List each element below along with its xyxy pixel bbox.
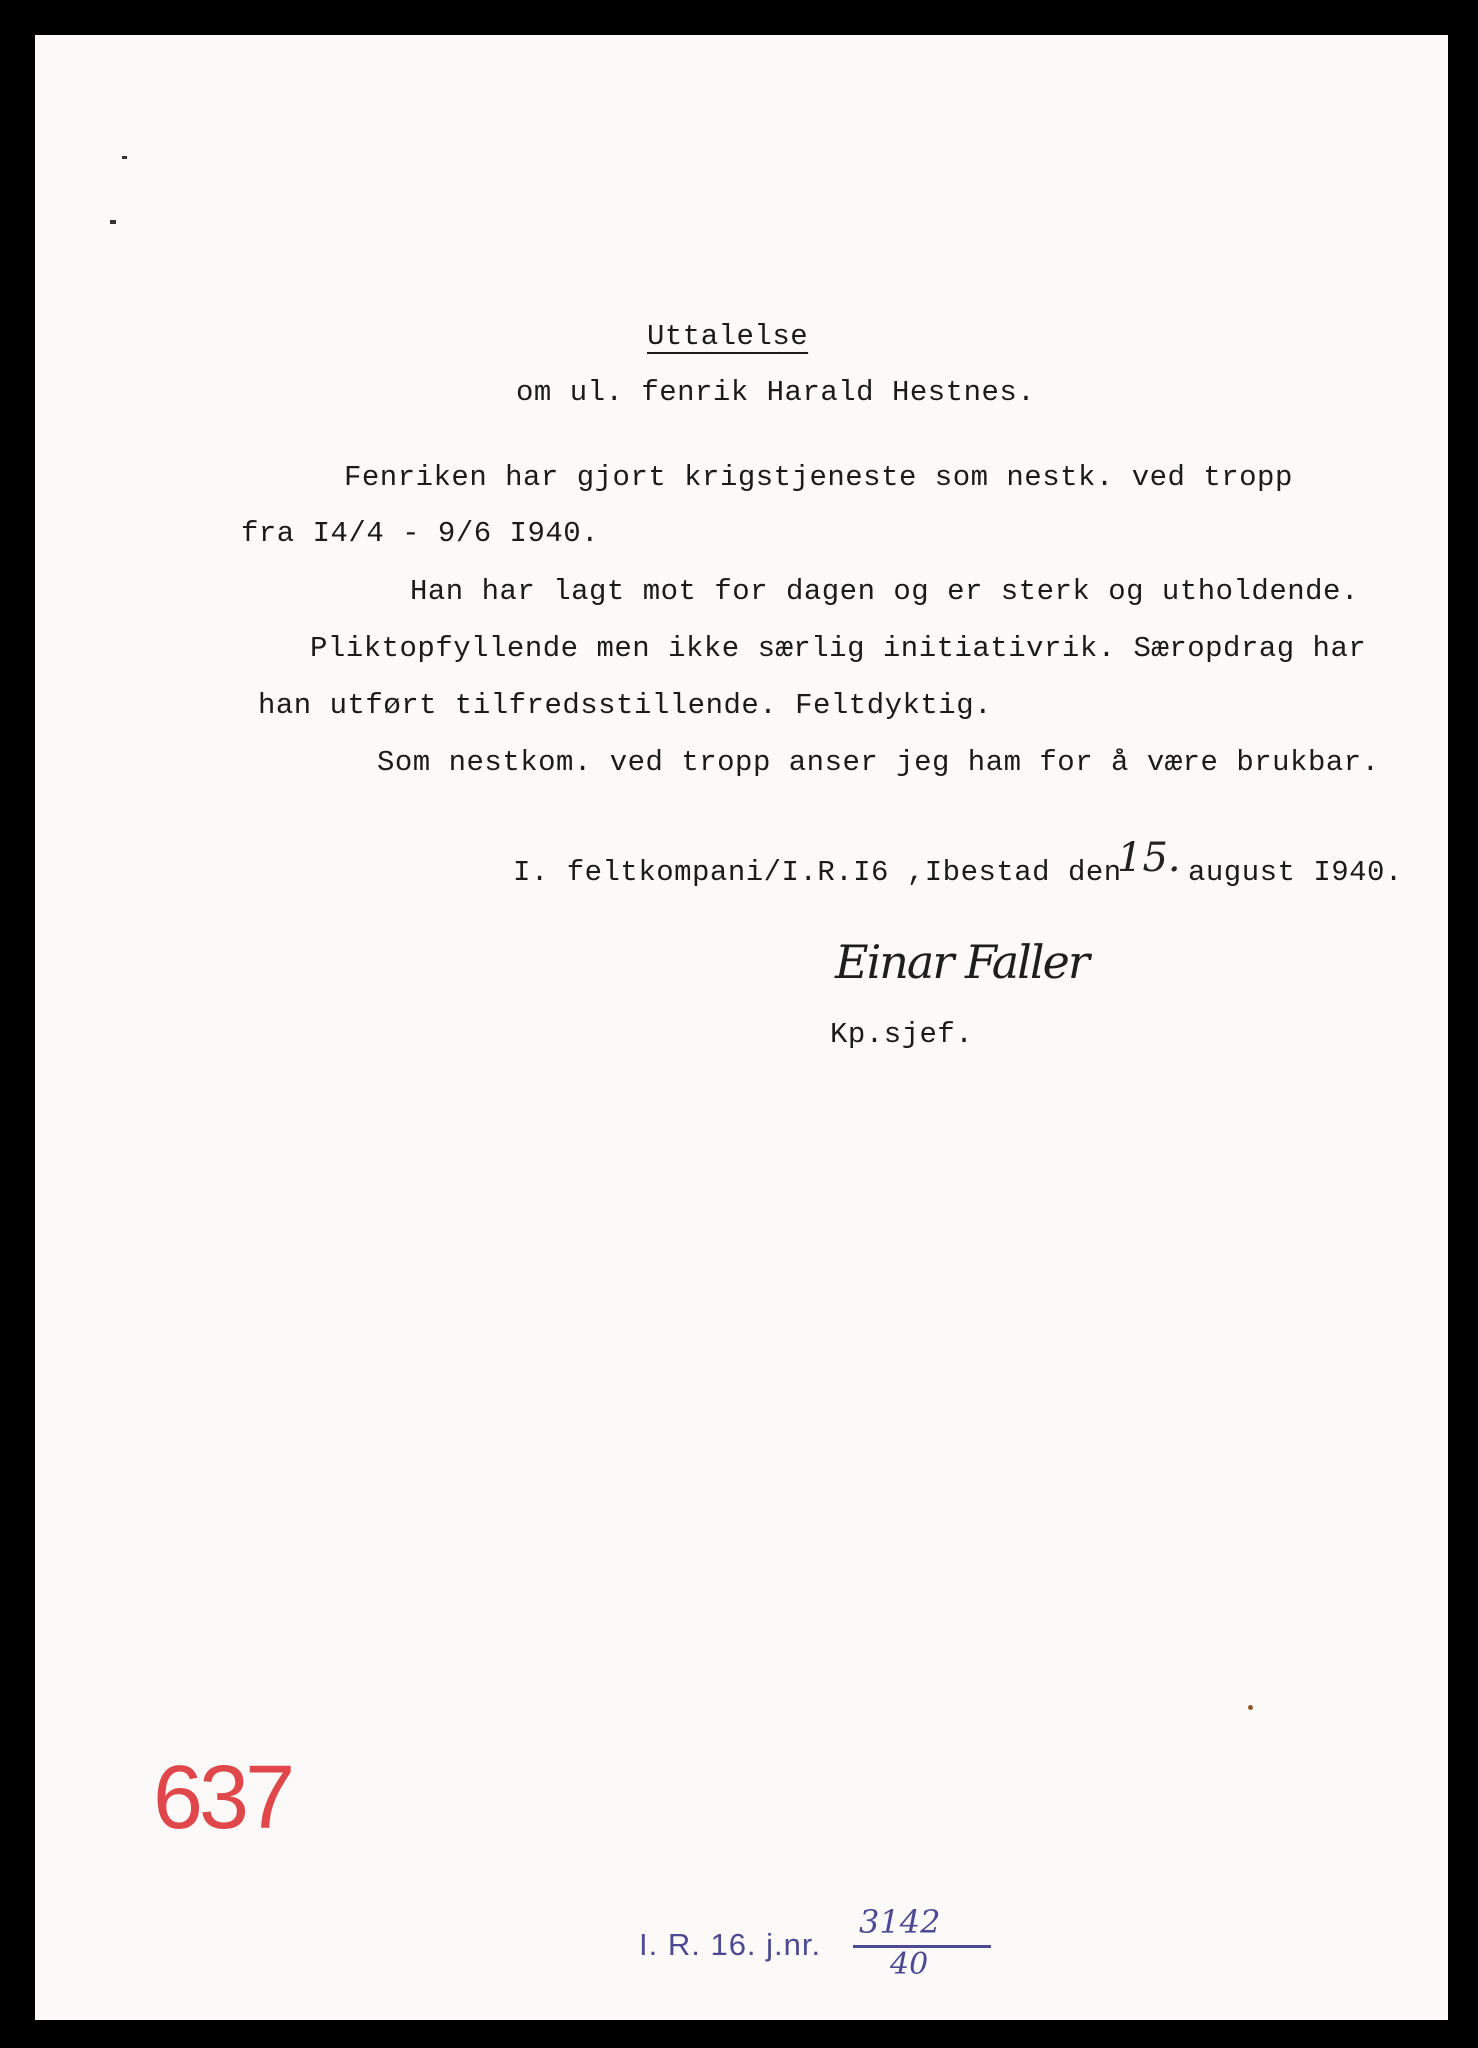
- body-line: Pliktopfyllende men ikke særlig initiativrik. Særopdrag har: [310, 632, 1367, 665]
- margin-mark: [122, 156, 127, 159]
- archive-number: 637: [153, 1748, 292, 1848]
- journal-stamp-prefix: I. R. 16. j.nr.: [639, 1927, 822, 1962]
- document-page: [35, 35, 1448, 2020]
- body-line: Som nestkom. ved tropp anser jeg ham for å være brukbar.: [377, 746, 1380, 779]
- handwritten-day: 15.: [1117, 835, 1181, 881]
- place-date-prefix: I. feltkompani/I.R.I6 ,Ibestad den: [513, 856, 1122, 889]
- body-line: Han har lagt mot for dagen og er sterk og utholdende.: [410, 575, 1359, 608]
- ink-dot: [1248, 1705, 1253, 1710]
- place-date-suffix: august I940.: [1188, 856, 1403, 889]
- signer-title: Kp.sjef.: [830, 1018, 974, 1051]
- margin-mark: [110, 220, 116, 224]
- signature: Einar Faller: [835, 935, 1088, 989]
- journal-stamp-year: 40: [890, 1947, 929, 1982]
- body-line: Fenriken har gjort krigstjeneste som nestk. ved tropp: [344, 461, 1293, 494]
- body-line: han utført tilfredsstillende. Feltdyktig.: [258, 689, 993, 722]
- document-subtitle: om ul. fenrik Harald Hestnes.: [516, 376, 1036, 409]
- body-line: fra I4/4 - 9/6 I940.: [241, 517, 600, 550]
- document-title: Uttalelse: [647, 320, 809, 353]
- journal-stamp-number: 3142: [859, 1903, 941, 1941]
